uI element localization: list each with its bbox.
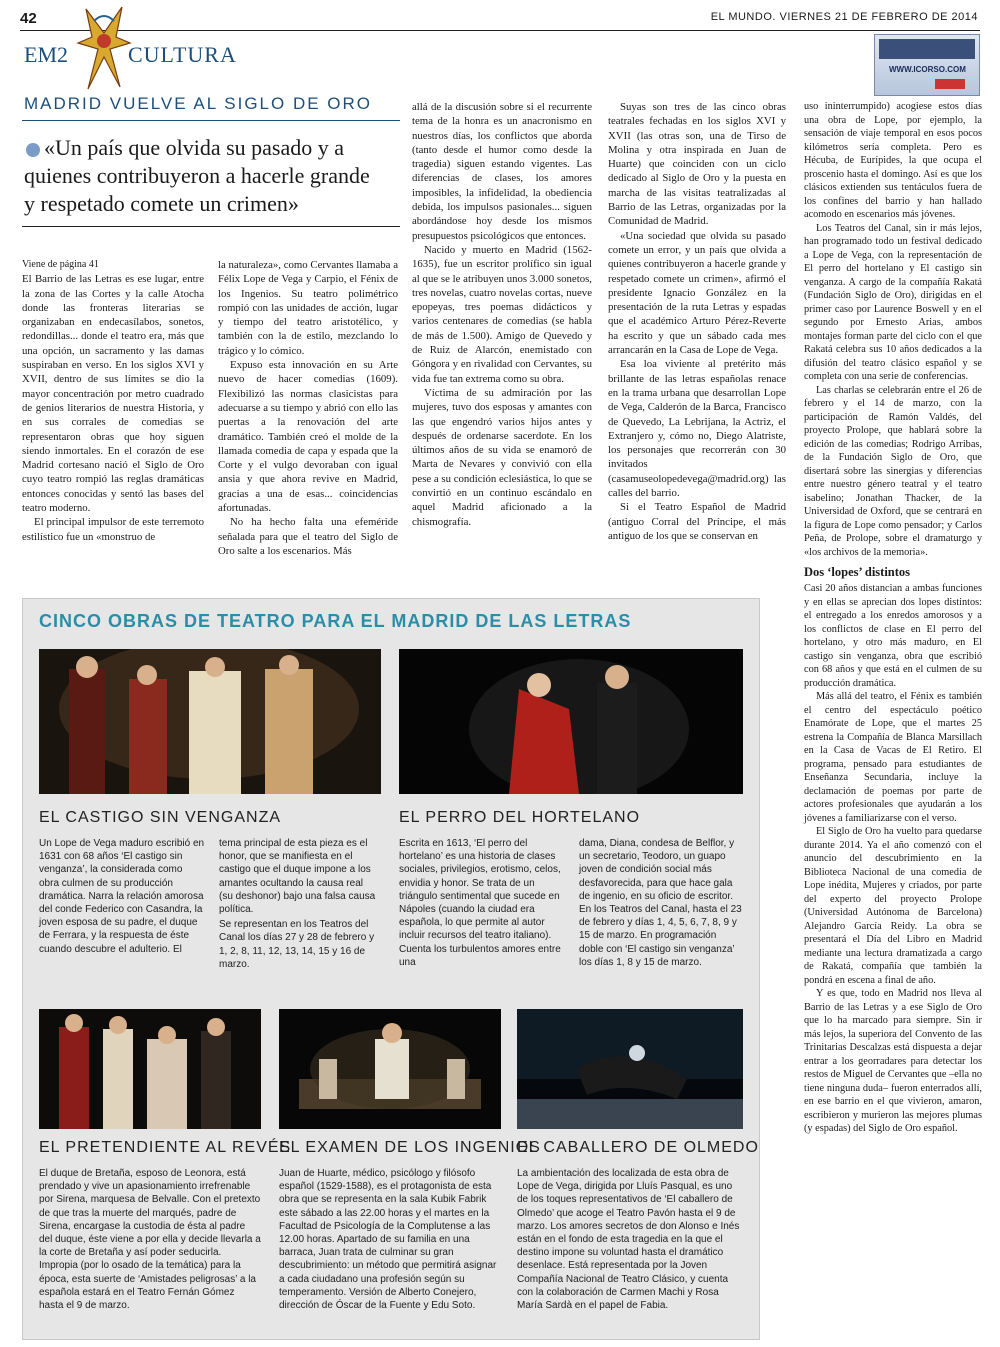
body-paragraph: Las charlas se celebrarán entre el 26 de febrero y el 14 de marzo, con la participación de Ramón Valdés, del proyecto Prolope, que hablará sobre la edición de las comedias; Rodrigo Arribas, de la Fundación Siglo de Oro, que disertará sobre las sinergias y diferencias entre nuestro género teatral y el teatro isabelino; Jonathan Thacker, de la Universidad de Oxford, que se centrará en la figura de Lope como pensador; y Carlos Peña, de Prolope, sobre el dramaturgo y «los archivos de la memoria». — [804, 384, 982, 558]
play-description — [219, 837, 379, 973]
play-description — [517, 1167, 743, 1314]
play-text: La ambientación des localizada de esta obra de Lope de Vega, dirigida por Lluís Pasqual, es uno de los toques representativos de ‘El caballero de Olmedo’ que acoge el Teatro Pavón hasta el 9 de marzo. Los amores secretos de don Alonso e Inés están en el fondo de esta tragedia en la que el destino impone su voluntad hasta el dramático desenlace. Está representada por la Joven Compañía Nacional de Teatro Clásico, y cuenta con la colaboración de Carmen Machi y Rosa María Sardà en el papel de Fabia. — [517, 1168, 740, 1312]
article-column-5 — [804, 100, 982, 1136]
body-paragraph: Expuso esta innovación en su Arte nuevo de hacer comedias (1609). Flexibilizó las normas clasicistas para adecuarse a su tiempo y abrió con ello las puertas a la renovación del arte dramático. También creó el molde de la llamada comedia de capa y espada que la Corte y el vulgo devoraban con igual ansia y que ahora revive en Madrid, gracias a una de esas... coincidencias afortunadas. — [218, 359, 398, 515]
article-column-1 — [22, 258, 204, 544]
section-code: EM2 — [24, 42, 68, 67]
play-description — [39, 1167, 261, 1314]
advertisement[interactable] — [874, 34, 980, 96]
feature-title: CINCO OBRAS DE TEATRO PARA EL MADRID DE LAS LETRAS — [39, 611, 632, 631]
jester-logo-icon — [76, 3, 132, 91]
body-paragraph: Más allá del teatro, el Fénix es también el centro del espectáculo poético Enamórate de Lope, que el martes 25 estrena la Compañía de Blanca Marsillach en la Casa de Vacas de El Retiro. El programa, pensado para estudiantes de Enseñanza Secundaria, incluye la declamación de poemas por parte de actores profesionales que ayudarán a los jóvenes a familiarizarse con el verso. — [804, 691, 982, 824]
play-photo-perro — [399, 649, 743, 794]
play-description — [39, 837, 205, 958]
body-paragraph: El principal impulsor de este terremoto estilístico fue un «monstruo de — [22, 516, 204, 543]
play-photo-caballero — [517, 1009, 743, 1129]
body-paragraph: Si el Teatro Español de Madrid (antiguo Corral del Príncipe, el más antiguo de los que se conservan en — [608, 501, 786, 542]
body-paragraph: la naturaleza», como Cervantes llamaba a Félix Lope de Vega y Carpio, el Fénix de los Ingenios. Su teatro polimétrico rompió con las unidades de acción, lugar y tiempo del teatro aristotélico, y también con la de estilo, mezclando lo trágico y lo cómico. — [218, 259, 398, 357]
page-number: 42 — [20, 10, 37, 27]
body-paragraph: Esa loa viviente al pretérito más brillante de las letras españolas renace en la trama urbana que desarrollan Lope de Vega, Calderón de la Barca, Francisco de Quevedo, La Lebrijana, la Actriz, el Extranjero y, cómo no, Diego Alatriste, los personajes que recorrerán con 30 invitados (casamuseolopedevega@madrid.org) las calles del barrio. — [608, 358, 786, 500]
play-photo-examen — [279, 1009, 501, 1129]
body-paragraph: Nacido y muerto en Madrid (1562-1635), fue un escritor prolífico sin igual al que se le atribuyen unos 3.000 sonetos, tres novelas, cuatro novelas cortas, nueve epopeyas, tres poemas didácticos y varios centenares de comedias (se habla de más de 1.500). Amigo de Quevedo y de Ruiz de Alarcón, enemistado con Góngora y en rivalidad con Cervantes, su vida fue tan extrema como su obra. — [412, 243, 592, 385]
play-text: El duque de Bretaña, esposo de Leonora, está prendado y vive un apasionamiento irrefrenable por Sirena, marquesa de Belvalle. Con el pretexto de que tras la muerte del marqués, padre de Sirena, encargase la custodia de ésta al padre del duque, éste viene a por ella y decide llevarla a la corte de Bretaña y así poder seducirla. Impropia (por lo osado de la temática) para la época, esta suerte de ‘Amistades peligrosas’ a la española estará en el Teatro Fernán Gómez hasta el 9 de marzo. — [39, 1168, 261, 1312]
body-paragraph: Los Teatros del Canal, sin ir más lejos, han programado todo un festival dedicado a Lope de Vega, con la representación de El perro del hortelano y El castigo sin venganza. A cargo de la compañía Rakatá (Fundación Siglo de Oro), dirigidas en el primer caso por Laurence Boswell y en el segundo por Ernesto Arias, ambos montajes forman parte del ciclo con el que Rakatá celebra sus 10 años dedicados a la difusión del teatro clásico español y se completa con una serie de conferencias. — [804, 222, 982, 382]
play-title: EL PERRO DEL HORTELANO — [399, 809, 641, 826]
body-paragraph: «Una sociedad que olvida su pasado comete un error, y un país que olvida a quienes contribuyeron a hacerle grande y respetado comete un crimen», afirmó el presidente Ignacio González en la presentación de la ruta Letras y espadas que el académico Arturo Pérez-Reverte ha escrito y que un sábado cada mes arrancarán en la Casa de Lope de Vega. — [608, 229, 786, 357]
play-description — [579, 837, 743, 971]
header-rule — [20, 30, 980, 31]
play-text: dama, Diana, condesa de Belflor, y un secretario, Teodoro, un guapo joven de condición social más desfavorecida, para que hace gala de ingenio, en su oficio de escritor. En los Teatros del Canal, hasta el 23 de febrero y días 1, 4, 5, 6, 7, 8, 9 y 15 de marzo. En programación doble con ‘El castigo sin venganza’ los días 1, 8 y 15 de marzo. — [579, 838, 742, 968]
play-title: EL CABALLERO DE OLMEDO — [517, 1139, 759, 1156]
play-title: EL PRETENDIENTE AL REVÉS — [39, 1139, 292, 1156]
play-text: tema principal de esta pieza es el honor, que se manifiesta en el castigo que el duque impone a los amantes ocultando la causa real (su deshonor) bajo una falsa causa política. — [219, 838, 376, 916]
article-column-4 — [608, 100, 786, 543]
body-paragraph: uso ininterrumpido) acogiese estos días una obra de Lope, por ejemplo, la sensación de viaje temporal en esos pocos kilómetros sería completa. Pero es Hécuba, de Eurípides, la que ocupa el proscenio hasta el domingo. Así es que los clásicos extienden sus tentáculos fuera de los confines del barrio y han hallado acomodo en escenarios más jóvenes. — [804, 101, 982, 220]
article-headline: «Un país que olvida su pasado y a quienes contribuyeron a hacerle grande y respetado comete un crimen» — [24, 135, 370, 216]
masthead-date: EL MUNDO. VIERNES 21 DE FEBRERO DE 2014 — [710, 11, 978, 23]
play-description — [399, 837, 565, 971]
body-paragraph: Suyas son tres de las cinco obras teatrales fechadas en los siglos XVI y XVII (las otras son, una de Tirso de Molina y otra inspirada en Juan de Huarte) que coinciden con un ciclo dedicado al Siglo de Oro y la puesta en marcha de las visitas teatralizadas al Barrio de las Letras, organizadas por la Comunidad de Madrid. — [608, 101, 786, 228]
subhead: Dos ‘lopes’ distintos — [804, 565, 911, 579]
play-title: EL EXAMEN DE LOS INGENIOS — [279, 1139, 541, 1156]
article-kicker: MADRID VUELVE AL SIGLO DE ORO — [24, 94, 373, 113]
article-column-2 — [218, 258, 398, 558]
play-text: Un Lope de Vega maduro escribió en 1631 con 68 años ‘El castigo sin venganza’, la considerada como obra culmen de su producción dramática. Narra la relación amorosa del conde Federico con Casandra, la joven esposa de su padre, el duque de Ferrara, y la respuesta de éste cuando descubre el adulterio. El — [39, 838, 205, 955]
headline-rule — [22, 226, 400, 227]
section-name: CULTURA — [128, 42, 237, 67]
kicker-rule — [22, 120, 400, 121]
body-paragraph: allá de la discusión sobre si el recurrente tema de la honra es un anacronismo en nuestros días, los conflictos que aborda (tanto desde el humor como desde la tragedia) siguen estando vigentes. Las diferencias de clases, los amores imposibles, la infidelidad, la obediencia debida, los impulsos pasionales... siguen abordándose hoy desde los mismos presupuestos psicológicos que entonces. — [412, 101, 592, 242]
article-column-3 — [412, 100, 592, 529]
play-text: Escrita en 1613, ‘El perro del hortelano’ es una historia de clases sociales, privilegios, erotismo, celos, envidia y honor. Se trata de un triángulo sentimental que sucede en Nápoles (cuando la ciudad era española, lo que permite al autor incluir recursos del teatro italiano). Cuenta los turbulentos amores entre una — [399, 838, 561, 968]
body-paragraph: Y es que, todo en Madrid nos lleva al Barrio de las Letras y a ese Siglo de Oro que lo ha marcado para siempre. Sin ir más lejos, la superiora del Convento de las Trinitarias Descalzas está dispuesta a dejar entrar a los georradares para detectar los restos de Miguel de Cervantes que –ella no tiene ninguna duda– fueron enterrados allí, en ese barrio en el que vivieron, amaron, escribieron y murieron las mejores plumas (y espadas) del Siglo de Oro español. — [804, 988, 982, 1134]
play-description — [279, 1167, 501, 1314]
page-header — [0, 0, 1000, 30]
play-title: EL CASTIGO SIN VENGANZA — [39, 809, 282, 826]
continued-from: Viene de página 41 — [22, 259, 99, 270]
play-text: Juan de Huarte, médico, psicólogo y filósofo español (1529-1588), es el protagonista de esta obra que se representa en la sala Kubik Fabrik este sábado a las 22.00 horas y el martes en la Facultad de Psicología de la Complutense a las 12.00 horas. Apartado de su familia en una barraca, Juan trata de culminar su gran descubrimiento: un método que permitirá asignar a cada ciudadano una profesión según su temperamento. Versión de Alberto Conejero, dirección de Óscar de la Fuente y Edu Soto. — [279, 1168, 497, 1312]
play-photo-pretendiente — [39, 1009, 261, 1129]
body-paragraph: No ha hecho falta una efeméride señalada para que el teatro del Siglo de Oro salte a los escenarios. Más — [218, 516, 398, 557]
body-paragraph: Víctima de su admiración por las mujeres, tuvo dos esposas y amantes con las que engendró varios hijos antes y después de ordenarse sacerdote. En los últimos años de su vida se enamoró de Marta de Nevares y convivió con ella pese a su condición eclesiástica, lo que se convirtió en un continuo escándalo en aquel Madrid aficionado a la chismografía. — [412, 386, 592, 528]
body-paragraph: Casi 20 años distancian a ambas funciones y en ellas se aprecian dos lopes distintos: el entregado a los enredos amorosos y a los conflictos de clase en El perro del hortelano, y otro más maduro, en El castigo sin venganza, obra que escribió con 68 años y que está en el culmen de su producción dramática. — [804, 583, 982, 689]
body-paragraph: El Barrio de las Letras es ese lugar, entre la zona de las Cortes y la calle Atocha donde las fronteras literarias se organizaban en endecasílabos, sonetos, redondillas... donde el teatro era, más que una opción, un sacramento y las damas suspiraban en verso. En los siglos XVI y XVII, dentro de sus límites se dio la mayor concentración por metro cuadrado de genios literarios de nuestra Historia, y en sus corrales de comedias se representaron obras que hoy siguen siendo inmortales. En el corazón de ese Madrid cortesano nació el Siglo de Oro cuyo teatro rompió las reglas dramáticas entonces conocidas y sentó las bases del teatro moderno. — [22, 273, 204, 515]
body-paragraph: El Siglo de Oro ha vuelto para quedarse durante 2014. Ya el año comenzó con el anuncio del descubrimiento en la Biblioteca Nacional de una comedia de Lope inédita, Mujeres y criados, por parte del experto del proyecto Prolope (Universidad Autónoma de Barcelona) Alejandro García Reidy. La obra se presentará el Día del Libro en Madrid mediante una lectura dramatizada a cargo de Rakatá, compañía que también la pondrá en escena a final de año. — [804, 826, 982, 986]
ad-url[interactable]: WWW.ICORSO.COM — [889, 65, 966, 74]
theatre-feature-box — [22, 598, 760, 1340]
play-photo-castigo — [39, 649, 381, 794]
play-text: Se representan en los Teatros del Canal los días 27 y 28 de febrero y 1, 2, 8, 11, 12, 13, 14, 15 y 16 de marzo. — [219, 919, 375, 970]
